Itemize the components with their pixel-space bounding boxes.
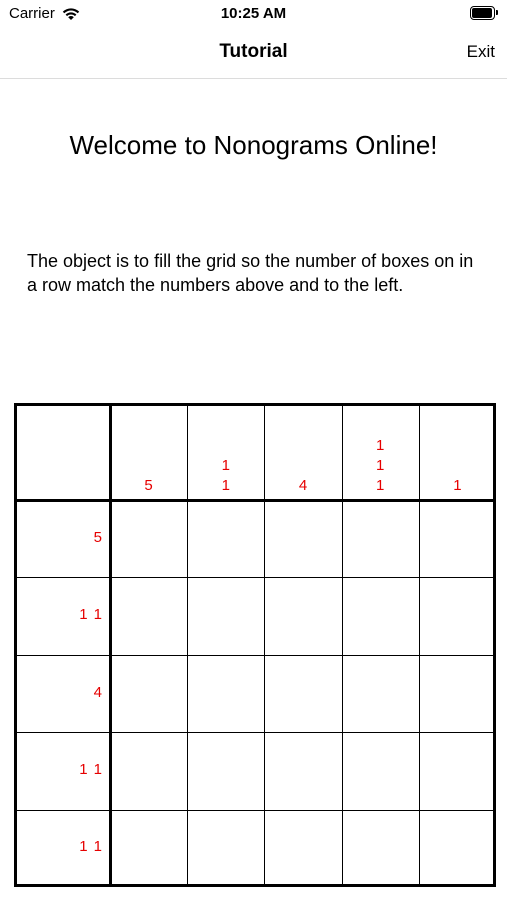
grid-cell[interactable] (110, 577, 187, 654)
grid-cell[interactable] (342, 732, 419, 809)
row-clue: 1 1 (79, 606, 102, 624)
column-clue-number: 1 (376, 457, 385, 474)
grid-cell[interactable] (110, 500, 187, 577)
instructions-text: The object is to fill the grid so the number of boxes on in a row match the numbers above and to the left. (27, 251, 474, 295)
grid-line-horizontal (14, 655, 496, 656)
column-clue-number: 1 (376, 437, 385, 454)
grid-cell[interactable] (342, 810, 419, 887)
row-clue: 1 1 (79, 838, 102, 856)
row-clue: 5 (93, 528, 102, 546)
column-clue-number: 1 (221, 457, 230, 474)
row-clue: 4 (93, 683, 102, 701)
grid-cell[interactable] (187, 732, 264, 809)
status-bar (0, 0, 507, 28)
grid-line-horizontal (14, 810, 496, 811)
grid-cell[interactable] (187, 577, 264, 654)
column-clue (264, 476, 341, 496)
navigation-bar (0, 28, 507, 79)
grid-cell[interactable] (419, 732, 496, 809)
exit-button[interactable]: Exit (466, 42, 495, 61)
column-clue (419, 476, 496, 496)
grid-cell[interactable] (419, 577, 496, 654)
column-clue-number: 1 (221, 477, 230, 494)
column-clue-number: 1 (376, 477, 385, 494)
carrier-label: Carrier (9, 5, 55, 22)
grid-cell[interactable] (264, 655, 341, 732)
grid-border-bottom (14, 884, 496, 887)
grid-cell[interactable] (264, 577, 341, 654)
carrier-indicator (9, 5, 81, 22)
grid-cell[interactable] (187, 655, 264, 732)
grid-cell[interactable] (110, 810, 187, 887)
grid-cell[interactable] (342, 577, 419, 654)
grid-cell[interactable] (264, 500, 341, 577)
welcome-heading: Welcome to Nonograms Online! (69, 130, 438, 160)
column-clue (342, 436, 419, 496)
grid-cell[interactable] (264, 732, 341, 809)
grid-cell[interactable] (110, 655, 187, 732)
column-clue-number: 5 (144, 477, 153, 494)
column-clue (110, 476, 187, 496)
grid-line-horizontal (14, 732, 496, 733)
column-clue-number: 4 (298, 477, 308, 494)
page-title: Tutorial (219, 41, 288, 62)
nonogram-grid (14, 403, 496, 887)
wifi-icon (61, 7, 81, 21)
grid-cell[interactable] (187, 810, 264, 887)
grid-cell[interactable] (419, 810, 496, 887)
clock: 10:25 AM (220, 5, 287, 22)
grid-cell[interactable] (342, 500, 419, 577)
grid-cell[interactable] (419, 500, 496, 577)
grid-cell[interactable] (419, 655, 496, 732)
grid-cell[interactable] (264, 810, 341, 887)
row-clue: 1 1 (79, 760, 102, 778)
grid-cell[interactable] (110, 732, 187, 809)
column-clue-number: 1 (453, 477, 462, 494)
battery-icon (470, 6, 498, 20)
grid-header-divider-horizontal (14, 499, 496, 502)
grid-border-left (14, 403, 17, 887)
grid-border-top (14, 403, 496, 406)
grid-line-horizontal (14, 577, 496, 578)
grid-cell[interactable] (342, 655, 419, 732)
grid-cell[interactable] (187, 500, 264, 577)
column-clue (187, 456, 264, 496)
